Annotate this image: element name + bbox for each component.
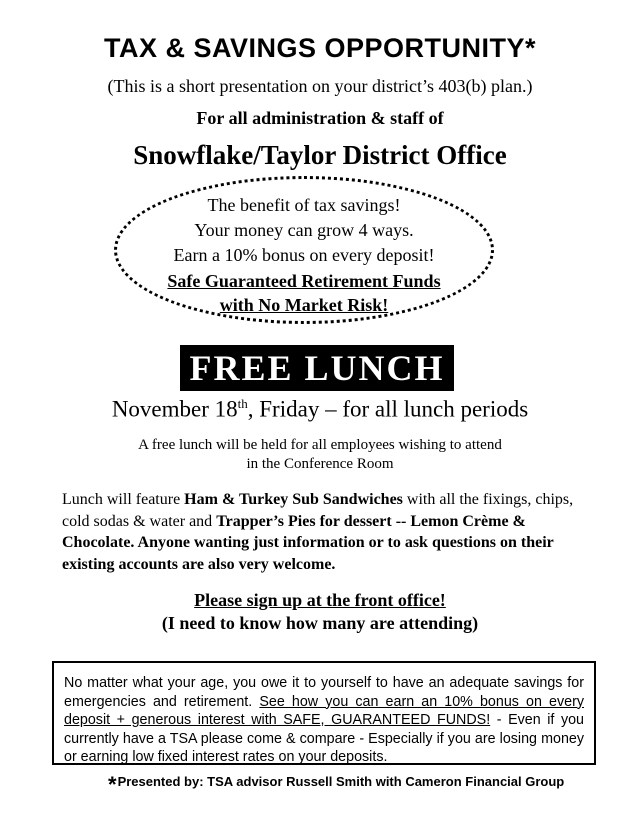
- free-lunch-banner: [180, 345, 454, 391]
- notice-part-2: See how you can earn an 10% bonus on every deposit + generous interest with SAFE, GUARANTEED FUNDS!: [64, 693, 585, 728]
- benefit-bonus: Earn a 10% bonus on every deposit!: [173, 245, 435, 265]
- subtitle: (This is a short presentation on your district’s 403(b) plan.): [107, 76, 533, 96]
- held-line-2: in the Conference Room: [246, 456, 394, 472]
- benefit-tax-savings: The benefit of tax savings!: [207, 195, 401, 215]
- menu-dessert: Trapper’s Pies for dessert -- Lemon Crème & Chocolate. Anyone wanting just information or to ask questions on their existing accounts are also very welcome.: [62, 512, 554, 573]
- audience-line: For all administration & staff of: [196, 108, 444, 128]
- free-lunch-text: FREE LUNCH: [189, 348, 445, 388]
- savings-notice-box: [52, 661, 596, 765]
- benefit-safe-funds: Safe Guaranteed Retirement Funds: [167, 271, 441, 291]
- date-month: November 18: [111, 396, 238, 422]
- date-suffix: th: [237, 396, 248, 411]
- asterisk-mark: *: [108, 772, 117, 797]
- notice-part-1: No matter what your age, you owe it to yourself to have an adequate savings for emergencies and retirement.: [64, 675, 584, 710]
- benefit-grow-4-ways: Your money can grow 4 ways.: [194, 220, 414, 240]
- menu-sandwiches: Ham & Turkey Sub Sandwiches: [184, 491, 403, 508]
- notice-part-3: - Even if you currently have a TSA please come & compare - Especially if you are losing money or earning low fixed interest rates on your deposits.: [64, 712, 585, 765]
- event-location: [0, 436, 640, 474]
- held-line-1: A free lunch will be held for all employees wishing to attend: [138, 437, 502, 453]
- presenter-text: Presented by: TSA advisor Russell Smith with Cameron Financial Group: [117, 774, 565, 789]
- event-date: [0, 396, 640, 423]
- date-rest: , Friday – for all lunch periods: [247, 396, 529, 422]
- page-title: TAX & SAVINGS OPPORTUNITY*: [103, 33, 537, 63]
- presenter-credit: [108, 772, 628, 798]
- attendance-note: (I need to know how many are attending): [161, 613, 479, 633]
- benefit-no-market-risk: with No Market Risk!: [219, 295, 389, 315]
- menu-intro: Lunch will feature: [62, 491, 185, 508]
- menu-sides: with all the fixings, chips, cold sodas & water and: [62, 491, 574, 530]
- district-office-heading: Snowflake/Taylor District Office: [133, 140, 507, 170]
- menu-paragraph: [62, 489, 586, 575]
- signup-line: Please sign up at the front office!: [194, 590, 446, 610]
